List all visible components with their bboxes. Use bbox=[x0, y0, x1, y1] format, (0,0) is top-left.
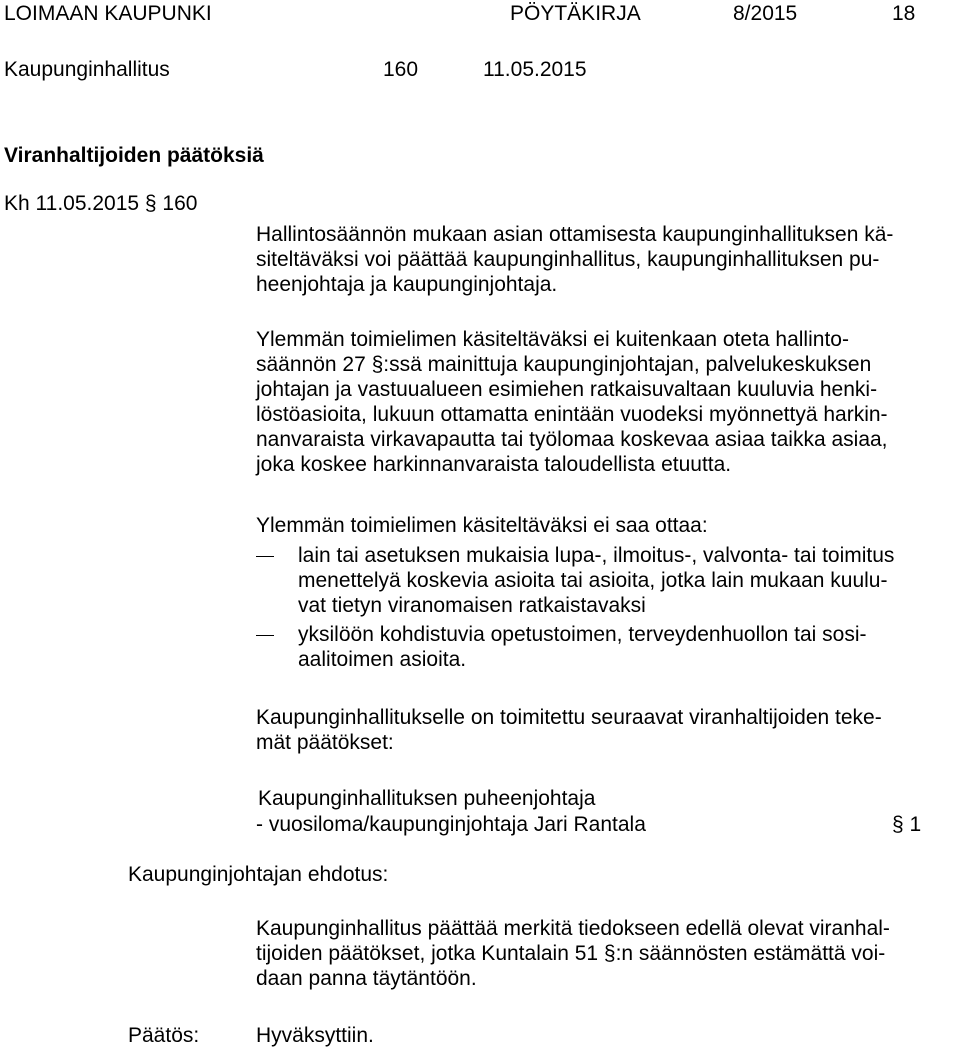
doc-number: 8/2015 bbox=[733, 2, 798, 25]
proposal-text bbox=[256, 916, 956, 991]
list-dash-1 bbox=[256, 556, 274, 557]
paragraph-line: Ylemmän toimielimen käsiteltäväksi ei kuitenkaan oteta hallinto- bbox=[256, 328, 849, 351]
decision-text: Hyväksyttiin. bbox=[256, 1024, 374, 1047]
proposal-line: tijoiden päätökset, jotka Kuntalain 51 §:n säännösten estämättä voi- bbox=[256, 942, 886, 965]
decisions-heading: Kaupunginhallituksen puheenjohtaja bbox=[258, 787, 596, 810]
proposal-line: Kaupunginhallitus päättää merkitä tiedokseen edellä olevat viranhal- bbox=[256, 917, 890, 940]
decision-item: - vuosiloma/kaupunginjohtaja Jari Rantala bbox=[256, 813, 646, 836]
paragraph-2 bbox=[256, 327, 956, 477]
page-title: Viranhaltijoiden päätöksiä bbox=[4, 144, 264, 167]
body-name: Kaupunginhallitus bbox=[4, 58, 170, 81]
list-dash-2 bbox=[256, 635, 274, 636]
page-number: 18 bbox=[892, 2, 916, 25]
list-line: vat tietyn viranomaisen ratkaistavaksi bbox=[298, 594, 646, 617]
list-item bbox=[298, 543, 958, 618]
section-number: 160 bbox=[383, 58, 419, 81]
list-item bbox=[298, 622, 958, 672]
list-line: lain tai asetuksen mukaisia lupa-, ilmoitus-, valvonta- tai toimitus bbox=[298, 544, 895, 567]
paragraph-line: siteltäväksi voi päättää kaupunginhallitus, kaupunginhallituksen pu- bbox=[256, 248, 880, 271]
list-line: menettelyä koskevia asioita tai asioita, jotka lain mukaan kuulu- bbox=[298, 569, 888, 592]
decision-item-ref: § 1 bbox=[892, 813, 922, 836]
case-reference: Kh 11.05.2015 § 160 bbox=[4, 192, 198, 215]
list-line: yksilöön kohdistuvia opetustoimen, terveydenhuollon tai sosi- bbox=[298, 623, 867, 646]
paragraph-line: säännön 27 §:ssä mainittuja kaupunginjohtajan, palvelukeskuksen bbox=[256, 353, 872, 376]
paragraph-line: nanvaraista virkavapautta tai työlomaa koskevaa asiaa taikka asiaa, bbox=[256, 428, 888, 451]
restriction-intro: Ylemmän toimielimen käsiteltäväksi ei saa ottaa: bbox=[256, 514, 708, 537]
paragraph-line: Kaupunginhallitukselle on toimitettu seuraavat viranhaltijoiden teke- bbox=[256, 706, 882, 729]
meeting-date: 11.05.2015 bbox=[483, 58, 587, 81]
paragraph-line: joka koskee harkinnanvaraista taloudellista etuutta. bbox=[256, 453, 732, 476]
paragraph-1 bbox=[256, 222, 956, 297]
proposal-label: Kaupunginjohtajan ehdotus: bbox=[128, 863, 389, 886]
paragraph-line: heenjohtaja ja kaupunginjohtaja. bbox=[256, 273, 558, 296]
list-line: aalitoimen asioita. bbox=[298, 648, 467, 671]
doc-type: PÖYTÄKIRJA bbox=[510, 2, 641, 25]
paragraph-line: johtajan ja vastuualueen esimiehen ratkaisuvaltaan kuuluvia henki- bbox=[256, 378, 878, 401]
paragraph-line: Hallintosäännön mukaan asian ottamisesta kaupunginhallituksen kä- bbox=[256, 223, 894, 246]
paragraph-line: löstöasioita, lukuun ottamatta enintään vuodeksi myönnettyä harkin- bbox=[256, 403, 888, 426]
org-name: LOIMAAN KAUPUNKI bbox=[4, 2, 212, 25]
proposal-line: daan panna täytäntöön. bbox=[256, 967, 477, 990]
paragraph-line: mät päätökset: bbox=[256, 731, 394, 754]
decision-label: Päätös: bbox=[128, 1024, 200, 1047]
paragraph-4 bbox=[256, 705, 956, 755]
